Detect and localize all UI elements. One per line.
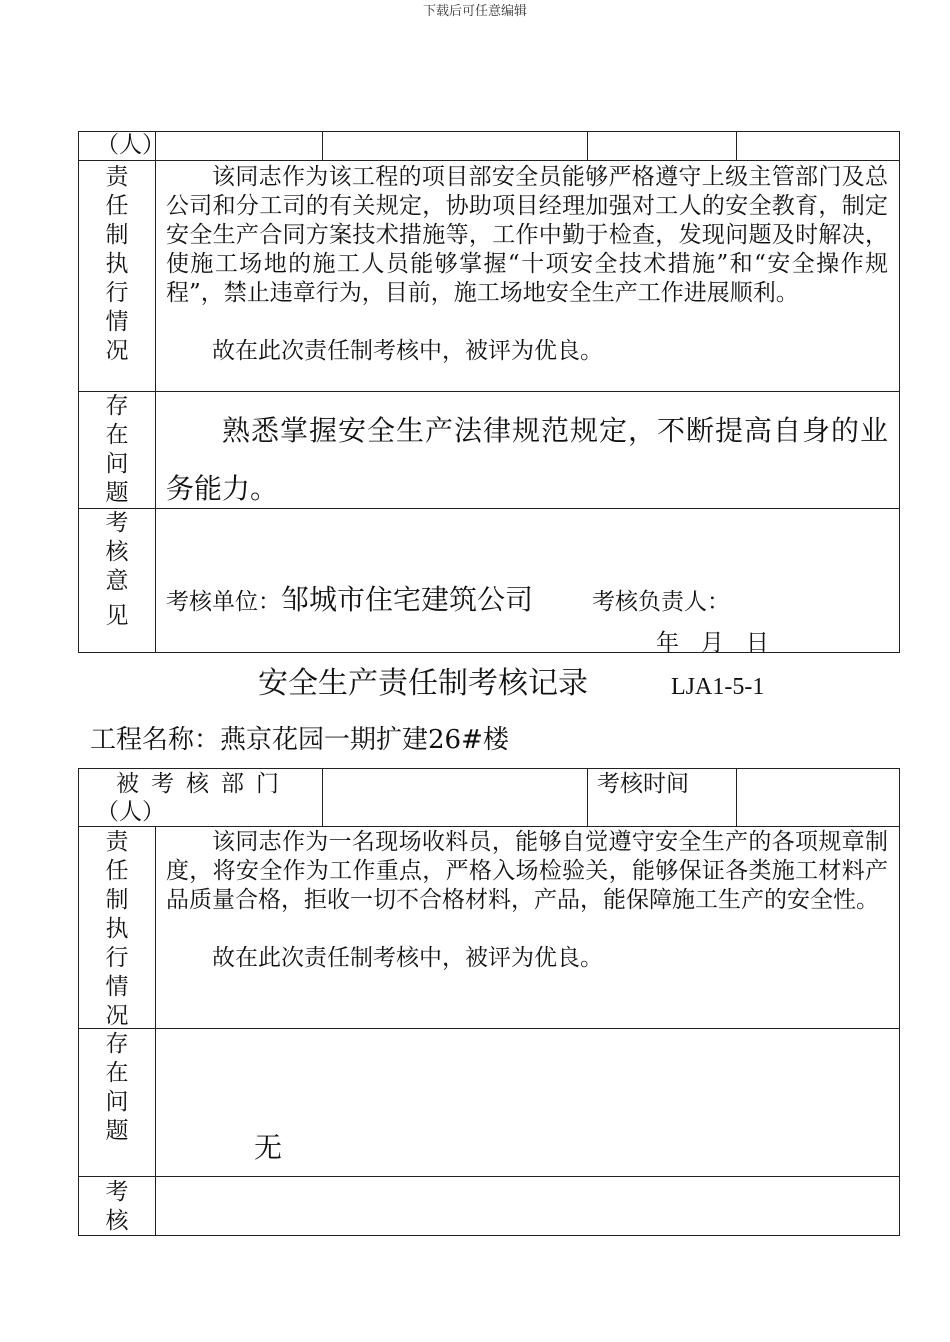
record2-project-label: 工程名称：燕京花园一期扩建 — [90, 725, 429, 755]
record2-dept-label: 被考核部门 — [116, 771, 291, 797]
record1-dept-label-tail: （人） — [96, 132, 165, 158]
record2-project-name — [90, 722, 509, 758]
page-header-note: 下载后可任意编辑 — [422, 4, 527, 19]
record2-resp-paragraph-1: 该同志作为一名现场收料员，能够自觉遵守安全生产的各项规章制度，将安全作为工作重点，严格入场检验关，能够保证各类施工材料产品质量合格，拒收一切不合格材料，产品，能保障施工生产的安全性。 — [166, 829, 888, 913]
record2-resp-label: 责 任 制 执 行 情 况 — [105, 829, 129, 1029]
record1-unit-value: 邹城市住宅建筑公司 — [281, 583, 534, 616]
record2-resp-paragraph-2: 故在此次责任制考核中，被评为优良。 — [212, 945, 603, 971]
record2-code: LJA1-5-1 — [671, 674, 765, 700]
record1-opinion-label: 考 核 意 见 — [105, 510, 129, 629]
record1-issues-label: 存 在 问 题 — [105, 393, 129, 506]
record1-resp-paragraph-1: 该同志作为该工程的项目部安全员能够严格遵守上级主管部门及总公司和分工司的有关规定，协助项目经理加强对工人的安全教育，制定安全生产合同方案技术措施等，工作中勤于检查，发现问题及时解决，使施工场地的施工人员能够掌握“十项安全技术措施”和“安全操作规程”，禁止违章行为，目前，施工场地安全生产工作进展顺利。 — [166, 164, 888, 306]
record1-issues-text: 熟悉掌握安全生产法律规范规定，不断提高自身的业务能力。 — [166, 414, 888, 505]
record1-resp-label: 责 任 制 执 行 情 况 — [105, 164, 129, 364]
record1-date: 年 月 日 — [656, 630, 769, 656]
record1-resp-paragraph-2: 故在此次责任制考核中，被评为优良。 — [212, 338, 603, 364]
record2-opinion-label: 考 核 — [105, 1179, 129, 1234]
record1-unit-label: 考核单位： — [166, 589, 281, 615]
record1-unit-line — [166, 578, 533, 618]
record2-title: 安全生产责任制考核记录 — [258, 666, 588, 701]
record2-issues-label: 存 在 问 题 — [105, 1031, 129, 1144]
record2-time-label: 考核时间 — [597, 771, 689, 797]
record2-project-value: 26#楼 — [428, 725, 509, 755]
record1-responsible-label: 考核负责人： — [592, 589, 730, 615]
record2-issues-text: 无 — [254, 1131, 283, 1164]
record2-dept-label-tail: （人） — [96, 799, 165, 825]
